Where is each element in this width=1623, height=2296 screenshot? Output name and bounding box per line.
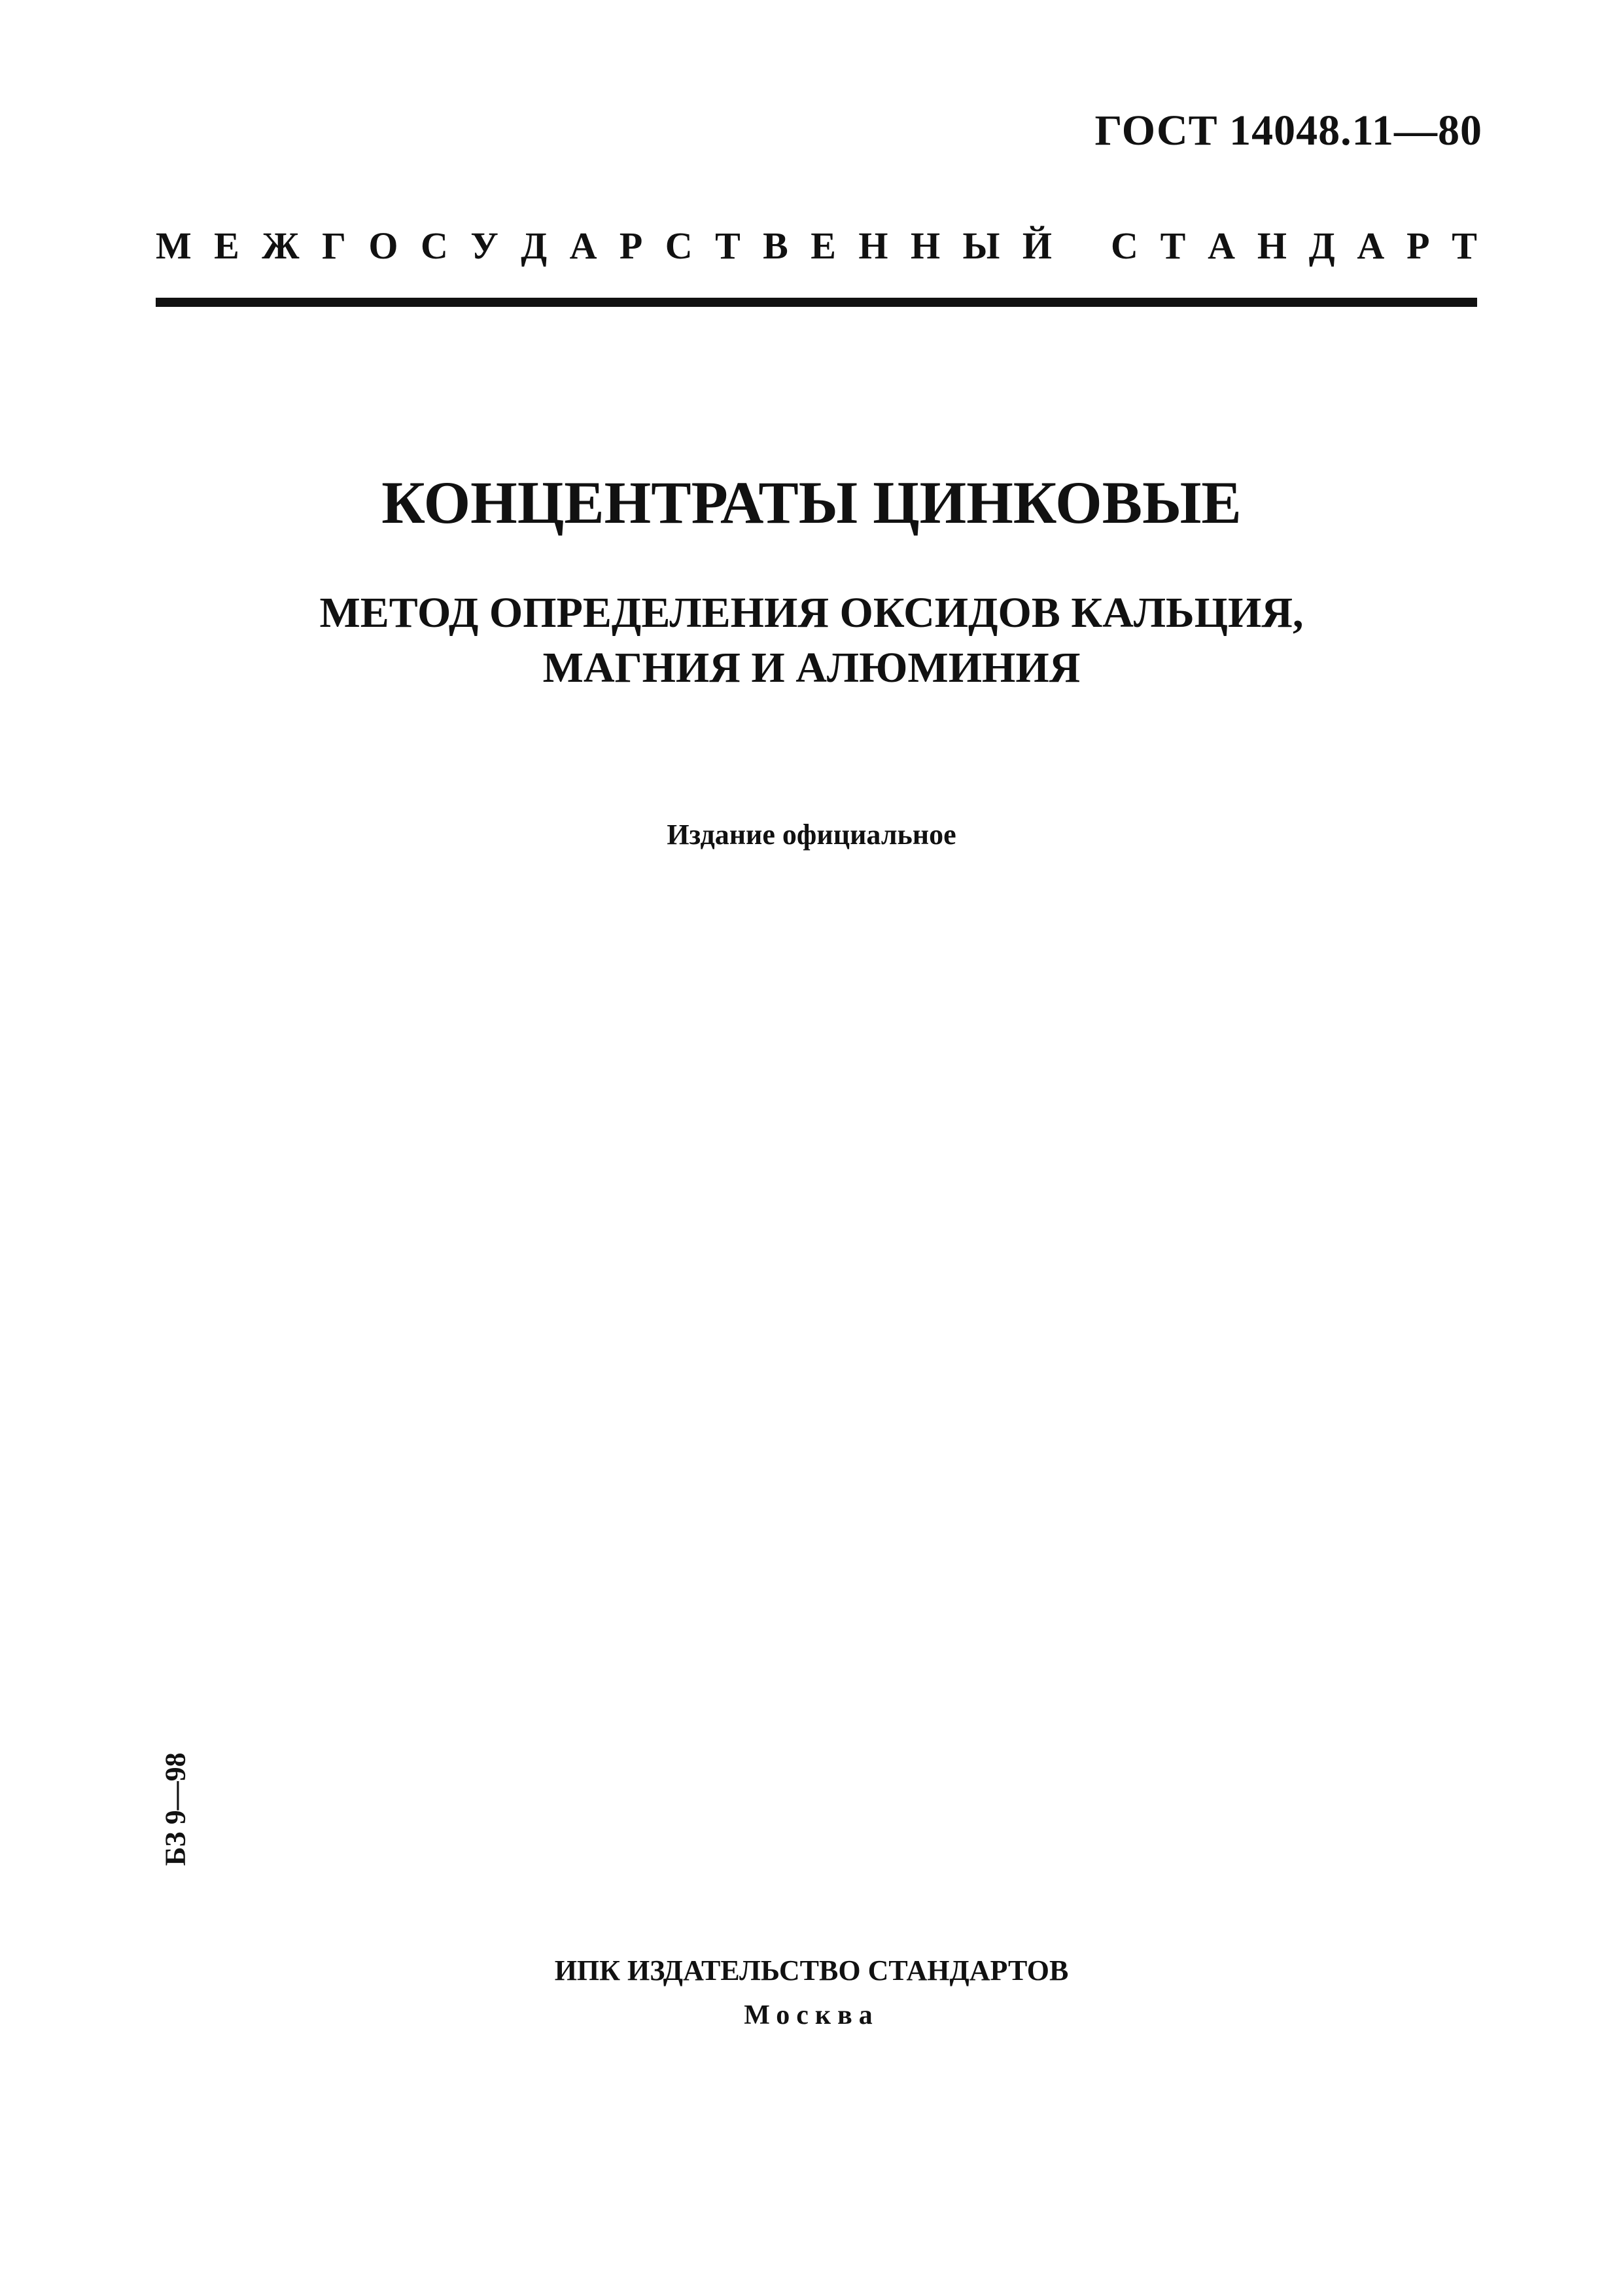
series-title-letter: Д	[521, 224, 548, 267]
series-title-letter: С	[1111, 224, 1138, 267]
standard-number: ГОСТ 14048.11—80	[1094, 107, 1482, 154]
header-rule	[156, 298, 1477, 307]
series-title-letter: Т	[715, 224, 741, 267]
series-title-letter: Ы	[962, 224, 1000, 267]
series-title-letter: Е	[214, 224, 239, 267]
series-title-letter: С	[420, 224, 448, 267]
series-title-word-standard	[1111, 224, 1477, 268]
series-title-letter: Н	[910, 224, 941, 267]
series-title-letter: О	[368, 224, 398, 267]
series-title-letter: Е	[811, 224, 836, 267]
series-title-letter: А	[569, 224, 597, 267]
series-title-letter: Р	[619, 224, 643, 267]
series-title-letter: У	[470, 224, 498, 267]
series-title-letter: Ж	[262, 224, 300, 267]
series-title-letter: Т	[1452, 224, 1477, 267]
series-title-letter: Д	[1308, 224, 1335, 267]
series-title-letter: Г	[322, 224, 346, 267]
series-title-letter: М	[156, 224, 192, 267]
document-title: КОНЦЕНТРАТЫ ЦИНКОВЫЕ	[381, 469, 1242, 536]
series-title-letter: Р	[1406, 224, 1430, 267]
margin-code: БЗ 9—98	[159, 1752, 192, 1866]
series-title-letter: С	[665, 224, 693, 267]
series-title-letter: А	[1208, 224, 1236, 267]
series-title-letter: А	[1357, 224, 1385, 267]
publisher-city: Москва	[744, 2000, 879, 2030]
document-subtitle	[0, 586, 1623, 696]
series-title-word-interstate	[156, 224, 1052, 268]
series-title	[156, 224, 1477, 268]
series-title-letter: Н	[858, 224, 888, 267]
series-title-letter: В	[763, 224, 788, 267]
series-title-letter: Т	[1160, 224, 1186, 267]
subtitle-line-1: МЕТОД ОПРЕДЕЛЕНИЯ ОКСИДОВ КАЛЬЦИЯ,	[319, 589, 1304, 637]
edition-note: Издание официальное	[667, 819, 956, 851]
publisher-name: ИПК ИЗДАТЕЛЬСТВО СТАНДАРТОВ	[554, 1954, 1069, 1987]
series-title-letter: Й	[1022, 224, 1052, 267]
series-title-letter: Н	[1257, 224, 1287, 267]
subtitle-line-2: МАГНИЯ И АЛЮМИНИЯ	[542, 644, 1081, 692]
